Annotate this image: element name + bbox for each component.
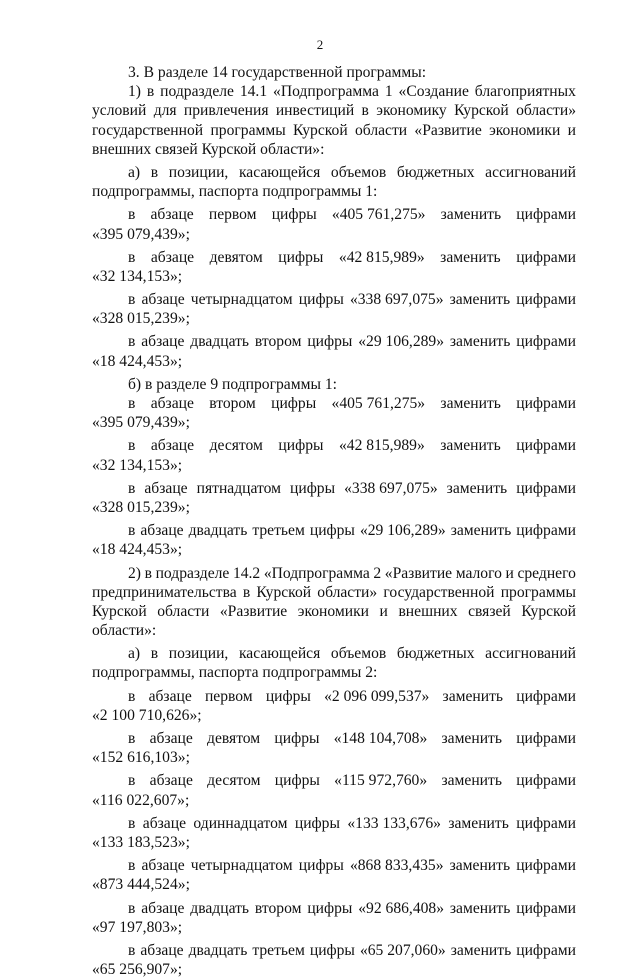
line-word: «29 106,289»: [359, 522, 446, 540]
line-word: «Развитие: [219, 602, 288, 620]
line-word: цифры: [307, 899, 353, 917]
text-line: [92, 644, 576, 663]
text-line: [92, 899, 576, 918]
line-word: «2 100 710,626»;: [92, 706, 202, 724]
line-word: программы: [500, 583, 576, 601]
line-word: в: [128, 248, 136, 266]
line-word: подпрограммы, паспорта подпрограммы 2:: [92, 664, 378, 682]
text-line: [92, 663, 576, 682]
line-word: «Развитие: [384, 564, 453, 582]
line-word: в: [150, 163, 159, 181]
line-word: ассигнований: [485, 163, 576, 181]
line-word: Курской: [293, 121, 348, 139]
line-word: области»: [317, 583, 378, 601]
line-word: абзаце: [149, 772, 193, 790]
line-word: в: [146, 83, 155, 101]
line-word: цифрами: [516, 248, 576, 266]
line-word: «97 197,803»;: [92, 918, 183, 936]
line-word: «868 833,435»: [349, 857, 444, 875]
line-word: в: [150, 645, 159, 663]
text-line: [92, 163, 576, 182]
line-word: цифры: [271, 206, 317, 224]
line-word: «338 697,075»: [349, 291, 444, 309]
text-line: [92, 225, 576, 244]
line-word: одиннадцатом: [193, 814, 288, 832]
text-line: [92, 771, 576, 790]
line-word: «Создание: [398, 83, 469, 101]
line-word: девятом: [207, 730, 261, 747]
line-word: втором: [254, 333, 302, 351]
line-word: бюджетных: [396, 645, 475, 663]
line-word: в: [128, 291, 136, 309]
line-word: «148 104,708»: [333, 730, 428, 747]
line-word: заменить: [446, 479, 508, 497]
line-word: для: [153, 102, 177, 120]
line-word: двадцать: [188, 941, 248, 959]
line-word: двадцать: [188, 522, 248, 540]
line-word: «42 815,989»: [338, 248, 425, 266]
text-line: [92, 248, 576, 267]
text-line: [92, 521, 576, 540]
text-line: [92, 205, 576, 224]
line-word: цифрами: [516, 333, 576, 351]
line-word: втором: [209, 395, 256, 412]
line-word: «29 106,289»: [358, 333, 445, 351]
line-word: цифрами: [516, 291, 576, 309]
line-word: «32 134,153»;: [92, 456, 183, 474]
line-word: двадцать: [190, 333, 250, 351]
text-line: [92, 706, 576, 725]
line-word: абзаце: [140, 522, 184, 540]
line-word: заменить: [440, 395, 501, 412]
line-word: «115 972,760»: [334, 772, 428, 790]
line-word: программы: [210, 121, 286, 139]
line-word: цифры: [294, 814, 340, 832]
line-word: «116 022,607»;: [92, 791, 190, 809]
line-word: экономику: [376, 102, 447, 120]
line-word: в: [242, 583, 251, 601]
page-number: 2: [316, 37, 324, 52]
line-word: абзаце: [141, 291, 185, 309]
line-word: объемов: [330, 645, 387, 663]
line-word: «338 697,075»: [344, 479, 438, 497]
text-line: [92, 814, 576, 833]
line-word: подпрограммы, паспорта подпрограммы 1:: [92, 183, 378, 201]
text-line: [92, 833, 576, 852]
line-word: в: [128, 333, 136, 351]
text-line: [92, 748, 576, 767]
line-word: «42 815,989»: [338, 437, 425, 455]
text-line: [92, 394, 576, 413]
line-word: десятом: [209, 437, 263, 455]
line-word: абзаце: [150, 206, 194, 224]
text-line: [92, 182, 576, 201]
line-word: заменить: [448, 814, 509, 832]
line-word: «Подпрограмма: [273, 83, 379, 101]
line-word: первом: [204, 687, 253, 705]
text-line: [92, 121, 576, 140]
text-line: [92, 941, 576, 960]
line-word: цифрами: [516, 899, 576, 917]
line-word: «32 134,153»;: [92, 267, 183, 285]
line-word: государственной: [383, 583, 495, 601]
line-word: заменить: [449, 857, 511, 875]
line-word: в: [128, 522, 136, 540]
line-word: подразделе: [160, 83, 234, 101]
line-word: абзаце: [141, 333, 185, 351]
line-word: заменить: [450, 941, 512, 959]
line-word: цифрами: [516, 479, 576, 497]
text-line: [92, 63, 576, 82]
line-word: «152 616,103»;: [92, 749, 190, 767]
text-line: [92, 267, 576, 286]
line-word: 1: [384, 83, 393, 101]
line-word: подразделе: [155, 564, 230, 582]
line-word: области: [354, 121, 408, 139]
line-word: б) в разделе 9 подпрограммы 1:: [128, 375, 337, 393]
line-word: в: [128, 479, 136, 497]
line-word: цифрами: [516, 395, 576, 412]
line-word: внешних: [398, 602, 458, 620]
line-word: касающейся: [238, 645, 321, 663]
line-word: абзаце: [148, 687, 192, 705]
line-word: «873 444,524»;: [92, 876, 190, 894]
line-word: в: [361, 102, 369, 120]
line-word: а): [128, 645, 141, 663]
line-word: «Подпрограмма: [263, 564, 370, 582]
line-word: третьем: [252, 941, 305, 959]
line-word: области: [157, 602, 210, 620]
line-word: заменить: [441, 772, 502, 790]
line-word: третьем: [252, 522, 305, 540]
line-word: цифры: [278, 248, 324, 266]
line-word: касающейся: [238, 163, 321, 181]
line-word: цифры: [298, 291, 344, 309]
line-word: цифрами: [516, 687, 576, 705]
text-line: [92, 456, 576, 475]
line-word: цифрами: [516, 772, 576, 790]
line-word: цифры: [278, 437, 324, 455]
line-word: в: [128, 857, 136, 875]
line-word: в: [128, 730, 136, 747]
line-word: заменить: [449, 333, 511, 351]
line-word: «328 015,239»;: [92, 310, 190, 328]
text-line: [92, 687, 576, 706]
line-word: предпринимательства: [92, 583, 237, 601]
line-word: четырнадцатом: [190, 857, 293, 875]
line-word: цифры: [307, 333, 353, 351]
line-word: области»:: [92, 622, 157, 640]
text-line: [92, 602, 576, 621]
text-line: [92, 140, 576, 159]
line-word: «405 761,275»: [331, 206, 426, 224]
text-line: [92, 479, 576, 498]
text-line: [92, 729, 576, 748]
line-word: 3. В разделе 14 государственной программы:: [128, 64, 427, 81]
text-line: [92, 856, 576, 875]
line-word: пятнадцатом: [196, 479, 281, 497]
line-word: «395 079,439»;: [92, 414, 190, 432]
line-word: цифры: [271, 395, 317, 412]
line-word: «405 761,275»: [331, 395, 426, 412]
text-line: [92, 290, 576, 309]
line-word: экономики: [489, 121, 561, 139]
line-word: цифры: [274, 730, 320, 747]
line-word: 1): [128, 83, 141, 101]
line-word: связей: [468, 602, 511, 620]
line-word: абзаце: [150, 437, 195, 455]
line-word: в: [128, 437, 136, 455]
text-line: [92, 413, 576, 432]
line-word: ассигнований: [485, 645, 576, 663]
line-word: цифры: [298, 857, 344, 875]
line-word: цифры: [274, 772, 320, 790]
text-line: [92, 875, 576, 894]
line-word: заменить: [449, 291, 511, 309]
line-word: внешних связей Курской области»:: [92, 140, 325, 158]
text-line: [92, 82, 576, 101]
line-word: заменить: [440, 248, 501, 266]
line-word: «18 424,453»;: [92, 541, 183, 559]
line-word: «18 424,453»;: [92, 352, 183, 370]
line-word: экономики: [297, 602, 370, 620]
line-word: инвестиций: [275, 102, 355, 120]
line-word: «133 183,523»;: [92, 833, 190, 851]
line-word: «133 133,676»: [347, 814, 441, 832]
line-word: «2 096 099,537»: [324, 687, 430, 705]
line-word: абзаце: [149, 730, 193, 747]
text-line: [92, 791, 576, 810]
line-word: заменить: [440, 206, 502, 224]
line-word: цифры: [265, 687, 311, 705]
line-word: двадцать: [190, 899, 250, 917]
text-line: [92, 621, 576, 640]
line-word: абзаце: [142, 814, 186, 832]
line-word: «Развитие: [414, 121, 482, 139]
document-body: [92, 63, 576, 979]
line-word: цифрами: [516, 206, 576, 224]
line-word: цифрами: [516, 730, 576, 747]
text-line: [92, 540, 576, 559]
line-word: цифрами: [516, 522, 576, 540]
line-word: заменить: [450, 522, 512, 540]
line-word: в: [128, 687, 136, 705]
line-word: 2: [373, 564, 382, 582]
line-word: цифры: [309, 522, 355, 540]
line-word: а): [128, 163, 141, 181]
line-word: в: [128, 772, 136, 790]
line-word: объемов: [330, 163, 387, 181]
line-word: «65 207,060»: [359, 941, 446, 959]
line-word: «65 256,907»;: [92, 961, 183, 979]
line-word: «328 015,239»;: [92, 498, 190, 516]
line-word: заменить: [442, 687, 504, 705]
line-word: заменить: [441, 730, 502, 747]
line-word: в: [128, 206, 136, 224]
line-word: среднего: [517, 564, 576, 582]
line-word: цифрами: [516, 437, 576, 455]
line-word: малого: [455, 564, 502, 582]
line-word: позиции,: [168, 163, 229, 181]
line-word: 14.2: [232, 564, 261, 582]
text-line: [92, 960, 576, 979]
text-line: [92, 309, 576, 328]
line-word: втором: [254, 899, 302, 917]
text-line: [92, 352, 576, 371]
line-word: абзаце: [150, 248, 195, 266]
line-word: в: [144, 564, 152, 582]
line-word: десятом: [207, 772, 261, 790]
line-word: в: [128, 395, 136, 412]
line-word: девятом: [209, 248, 263, 266]
line-word: заменить: [449, 899, 511, 917]
line-word: области»: [516, 102, 576, 120]
line-word: Курской: [256, 583, 312, 601]
text-line: [92, 436, 576, 455]
line-word: абзаце: [141, 899, 185, 917]
line-word: условий: [92, 102, 147, 120]
line-word: абзаце: [150, 395, 194, 412]
line-word: абзаце: [141, 857, 185, 875]
text-line: [92, 918, 576, 937]
line-word: «92 686,408»: [358, 899, 445, 917]
line-word: абзаце: [140, 941, 184, 959]
line-word: государственной: [92, 121, 204, 139]
line-word: благоприятных: [474, 83, 576, 101]
line-word: в: [128, 941, 136, 959]
line-word: в: [128, 899, 136, 917]
text-line: [92, 375, 576, 394]
line-word: цифры: [290, 479, 336, 497]
text-line: [92, 101, 576, 120]
line-word: бюджетных: [396, 163, 475, 181]
line-word: Курской: [92, 602, 147, 620]
line-word: позиции,: [168, 645, 229, 663]
line-word: четырнадцатом: [190, 291, 293, 309]
line-word: «395 079,439»;: [92, 225, 190, 243]
line-word: и: [567, 121, 576, 139]
text-line: [92, 583, 576, 602]
line-word: привлечения: [183, 102, 269, 120]
line-word: первом: [208, 206, 257, 224]
text-line: [92, 498, 576, 517]
text-line: [92, 564, 576, 583]
line-word: цифрами: [516, 814, 576, 832]
line-word: в: [128, 814, 136, 832]
line-word: и: [505, 564, 514, 582]
line-word: заменить: [440, 437, 501, 455]
line-word: цифрами: [516, 857, 576, 875]
line-word: цифрами: [516, 941, 576, 959]
line-word: Курской: [454, 102, 509, 120]
line-word: 14.1: [239, 83, 268, 101]
text-line: [92, 332, 576, 351]
line-word: Курской: [521, 602, 576, 620]
line-word: цифры: [309, 941, 355, 959]
line-word: и: [379, 602, 388, 620]
line-word: 2): [128, 564, 141, 582]
line-word: абзаце: [144, 479, 188, 497]
